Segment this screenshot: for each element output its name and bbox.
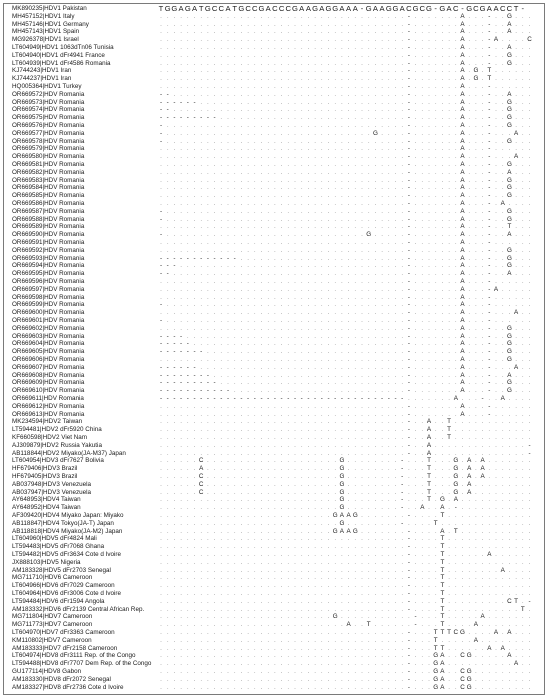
alignment-row: AM183333|HDV7 dFr2158 Cameroon . . . . . . . . . . . . . . . . . . . . . . . . . . . . . . . . . . . . . - . . . T T . . . . . . A . A . . . . (12, 644, 531, 652)
sequence-label: OR669601|HDV Romania (12, 317, 85, 324)
alignment-row: OR669588|HDV Romania - . . . . . . . . . . . . . . . . . . . . . . . . . . . . . . . . . . . . - . . . . . . . A . . . - . . G . . . (12, 215, 531, 223)
sequence-label: OR669603|HDV Romania (12, 332, 85, 340)
sequence-label: OR669596|HDV Romania (12, 278, 85, 285)
alignment-row: OR669611|HDV Romania - - - - - - - - - - - - - - - - - - - - - - - - - - - - - - - - - - - - - . . . . . . . A . . . - . . A . . . . (12, 395, 531, 402)
alignment-row: MG926378|HDV1 Israel . . . . . . . . . . . . . . . . . . . . . . . . . . . . . . . . . . . . . - . . . . . . . A . . . - A . . . . C (12, 36, 532, 44)
sequence-label: LT604974|HDV8 dFr3111 Rep. of the Congo (12, 652, 136, 660)
alignment-row: LT604964|HDV6 dFr3006 Cote d Ivoire . . . . . . . . . . . . . . . . . . . . . . . . . . . . . . . . . . . . . - . . . . T . . . . . . . . . . . . . (12, 590, 531, 597)
sequence-label: LT604970|HDV7 dFr3363 Cameroon (12, 629, 115, 636)
sequence-label: LT604940|HDV1 dFr4941 France (12, 51, 105, 59)
alignment-row: GU177114|HDV8 Gabon . . . . . . . . . . . . . . . . . . . . . . . . . . . . . . . . . . . . . - . . . G A . . C G . . . . . . . . . (12, 668, 531, 675)
sequence-label: AF309420|HDV4 Miyako Japan: Miyako (12, 512, 124, 519)
sequence-label: OR669604|HDV Romania (12, 340, 85, 348)
alignment-row: OR669591|HDV Romania . . . . . . . . . . . . . . . . . . . . . . . . . . . . . . . . . . . . . - . . . . . . . A . . . - . . . . . . (12, 239, 531, 246)
alignment-row: MG711710|HDV6 Cameroon . . . . . . . . . . . . . . . . . . . . . . . . . . . . . . . . . . . . . - . . . . T . . . . . . . . . . . . . (12, 574, 531, 582)
alignment-row: OR669601|HDV Romania - . . . . . . . . . . . . . . . . . . . . . . . . . . . . . . . . . . . . - . . . . . . . A . . . - . . . . . . (12, 317, 531, 324)
alignment-row: OR669589|HDV Romania . . . . . . . . . . . . . . . . . . . . . . . . . . . . . . . . . . . . . - . . . . . . . A . . . - . . T . . . (12, 223, 531, 231)
alignment-row: OR669608|HDV Romania - - - - - - - - . . . . . . . . . . . . . . . . . . . . . . . . . . . . . - . . . . . . . A . . . - . . A . . . (12, 371, 531, 379)
alignment-row: OR669605|HDV Romania - - - - - - - . . . . . . . . . . . . . . . . . . . . . . . . . . . . . . - . . . . . . . A . . . - . . G . . . (12, 348, 531, 356)
alignment-row: OR669595|HDV Romania - - . . . . . . . . . . . . . . . . . . . . . . . . . . . . . . . . . . . - . . . . . . . A . . . - . . A . . . (12, 270, 531, 278)
alignment-row: LT604966|HDV6 dFr7029 Cameroon . . . . . . . . . . . . . . . . . . . . . . . . . . . . . . . . . . . . . - . . . . T . . . . . . . . . . . . . (12, 582, 531, 590)
alignment-row: OR669581|HDV Romania . . . . . . . . . . . . . . . . . . . . . . . . . . . . . . . . . . . . . - . . . . . . . A . . . - . . G . . . (12, 161, 531, 168)
alignment-row: AY648952|HDV4 Taiwan . . . . . . . . . . . . . . . . . . . . . . . . . . . G . . . . . . . . - . . A . . A . - . . . . . . . . . . . (12, 504, 531, 512)
sequence-label: KJ744243|HDV1 Iran (12, 67, 72, 75)
sequence-label: OR669599|HDV Romania (12, 301, 85, 309)
sequence-label: MG926378|HDV1 Israel (12, 36, 79, 44)
alignment-row: LT594488|HDV8 dFr7707 Dem Rep. of the Congo . . . . . . . . . . . . . . . . . . . . . . . . . . . . . . . . . . . . . - . . . G A . . . . . . . . . . A . . (12, 660, 531, 668)
alignment-row: OR669579|HDV Romania . . . . . . . . . . . . . . . . . . . . . . . . . . . . . . . . . . . . . - . . . . . . . A . . . - . . . . . . (12, 145, 531, 153)
sequence-label: LT604949|HDV1 1063dTn06 Tunisia (12, 44, 114, 51)
sequence-label: OR669613|HDV Romania (12, 410, 85, 418)
sequence-label: KF660598|HDV2 Viet Nam (12, 434, 88, 441)
alignment-row: OR669602|HDV Romania . . . . . . . . . . . . . . . . . . . . . . . . . . . . . . . . . . . . . - . . . . . . . A . . . - . . G . . . (12, 324, 531, 332)
sequence-label: AM183328|HDV5 dFr2703 Senegal (12, 566, 111, 574)
sequence-label: OR669576|HDV Romania (12, 122, 85, 129)
sequence-label: OR669590|HDV Romania (12, 231, 85, 239)
sequence-label: OR669595|HDV Romania (12, 270, 85, 278)
alignment-row: AM183330|HDV8 dFr2072 Senegal . . . . . . . . . . . . . . . . . . . . . . . . . . . . . . . . . . . . . - . . . G A . . C G . . . . . . . . . (12, 675, 531, 683)
alignment-row: HF679405|HDV3 Brazil . . . . . . C . . . . . . . . . . . . . . . . . . . . G . . . . . . . . - . . . T . . . G . A . A . . . . . . . (12, 473, 531, 480)
sequence-label: OR669588|HDV Romania (12, 215, 85, 223)
alignment-row: AB037947|HDV3 Venezuela . . . . . . C . . . . . . . . . . . . . . . . . . . . G . . . . . . . . - . . . T . . . G . A . . . . . . . . . (12, 488, 531, 496)
alignment-row: AJ309879|HDV2 Russia Yakutia . . . . . . . . . . . . . . . . . . . . . . . . . . . . . . . . . . . . . - . . A . . . . . . . . . . . . . . - (12, 441, 531, 449)
sequence-label: OR669579|HDV Romania (12, 145, 85, 153)
alignment-row: OR669593|HDV Romania - - - - - - - - - - - - . . . . . . . . . . . . . . . . . . . . . . . . . - . . . . . . . A . . . - . . G . . . (12, 254, 531, 262)
sequence-label: AB118818|HDV4 Miyako(JA-M2) Japan (12, 527, 123, 535)
alignment-row: LT594481|HDV2 dFr5920 China . . . . . . . . . . . . . . . . . . . . . . . . . . . . . . . . . . . . . - . . A . . T . . . . . . . . . . . . (12, 426, 531, 434)
sequence-label: OR669575|HDV Romania (12, 114, 85, 122)
alignment-row: OR669604|HDV Romania - - - - - . . . . . . . . . . . . . . . . . . . . . . . . . . . . . . . . - . . . . . . . A . . . - . . G . . . (12, 340, 531, 348)
alignment-row: KJ744243|HDV1 Iran . . . . . . . . . . . . . . . . . . . . . . . . . . . . . . . . . . . . . - . . . . . . . A . G . T . . . . . . (12, 67, 531, 75)
sequence-label: OR669602|HDV Romania (12, 324, 85, 332)
alignment-row: MH457143|HDV1 Spain . . . . . . . . . . . . . . . . . . . . . . . . . . . . . . . . . . . . . - . . . . . . . A . . . - . . A . . . (12, 28, 531, 36)
alignment-row: KM110802|HDV7 Cameroon . . . . . . . . . . . . . . . . . . . . . . . . . . . . . . . . . . . . . - . . . T . . . . . A . . . . . . . . (12, 636, 531, 644)
alignment-row: LT604939|HDV1 dFr4586 Romania . . . . . . . . . . . . . . . . . . . . . . . . . . . . . . . . . . . . . - . . . . . . . A . . . - . . G . . . (12, 59, 531, 67)
sequence-label: OR669572|HDV Romania (12, 90, 85, 98)
alignment-row: JX888103|HDV5 Nigeria . . . . . . . . . . . . . . . . . . . . . . . . . . . . . . . . . . . . . - . . . . T . . . . . . . . . . . . . (12, 558, 531, 566)
sequence-label: AB037948|HDV3 Venezuela (12, 480, 92, 488)
alignment-row: OR669576|HDV Romania - . . . . . . . . . . . . . . . . . . . . . . . . . . . . . . . . . . . . - . . . . . . . A . . . - . . G . . . (12, 122, 531, 129)
alignment-row: OR669603|HDV Romania - - - - . . . . . . . . . . . . . . . . . . . . . . . . . . . . . . . . . - . . . . . . . A . . . - . . G . . . (12, 332, 531, 340)
alignment-row: LT604970|HDV7 dFr3363 Cameroon . . . . . . . . . . . . . . . . . . . . . . . . . . . . . . . . . . . . . - . . . T T T C G . . . . A . A . . . (12, 629, 531, 636)
sequence-label: OR669607|HDV Romania (12, 363, 85, 371)
alignment-row: OR669586|HDV Romania . . . . . . . . . . . . . . . . . . . . . . . . . . . . . . . . . . . . . - . . . . . . . A . . . - . A . . . . (12, 200, 531, 207)
alignment-row: OR669606|HDV Romania . . . . . . . . . . . . . . . . . . . . . . . . . . . . . . . . . . . . . - . . . . . . . A . . . - . . G . . . (12, 356, 531, 363)
sequence-label: LT604966|HDV6 dFr7029 Cameroon (12, 582, 115, 590)
sequence-label: MH457143|HDV1 Spain (12, 28, 80, 36)
sequence-label: OR669612|HDV Romania (12, 402, 85, 410)
sequence-label: AY648953|HDV4 Taiwan (12, 496, 81, 504)
alignment-row: MK234594|HDV2 Taiwan . . . . . . . . . . . . . . . . . . . . . . . . . . . . . . . . . . . . . - . . A . . T . . . . . . . . . . . . (12, 418, 531, 426)
sequence-label: HF679405|HDV3 Brazil (12, 473, 78, 480)
alignment-row: OR669610|HDV Romania - - - - - - - - - - - . . . . . . . . . . . . . . . . . . . . . . . . . . - . . . . . . . A . . . - . . G . . . (12, 387, 531, 395)
sequence-label: MH457146|HDV1 Germany (12, 20, 89, 28)
sequence-label: LT594482|HDV5 dFr3634 Cote d Ivoire (12, 551, 121, 558)
sequence-label: AM183330|HDV8 dFr2072 Senegal (12, 675, 111, 683)
sequence-label: OR669611|HDV Romania (12, 395, 84, 402)
alignment-row: OR669582|HDV Romania . . . . . . . . . . . . . . . . . . . . . . . . . . . . . . . . . . . . . - . . . . . . . A . . . - . . A . . . (12, 168, 531, 176)
alignment-row: AM183332|HDV6 dFr2139 Central African Rep. . . . . . . . . . . . . . . . . . . . . . . . . . . . . . . . . . . . . . - . . . . T . . . . . . . . . . . T . (12, 605, 531, 613)
sequence-label: LT594481|HDV2 dFr5920 China (12, 426, 102, 434)
sequence-label: MK234594|HDV2 Taiwan (12, 418, 83, 426)
alignment-row: OR669598|HDV Romania . . . . . . . . . . . . . . . . . . . . . . . . . . . . . . . . . . . . . - . . . . . . . A . . . - . . . . . . (12, 293, 531, 301)
alignment-row: OR669572|HDV Romania - - . . . . . . . . . . . . . . . . . . . . . . . . . . . . . . . . . . . - . . . . . . . A . . . - . . A . . . (12, 90, 531, 98)
sequence-label: MG711804|HDV7 Cameroon (12, 613, 93, 621)
alignment-row: OR669596|HDV Romania . . . . . . . . . . . . . . . . . . . . . . . . . . . . . . . . . . . . . - . . . . . . . A . . . - . . . . . . (12, 278, 531, 285)
alignment-row: AF309420|HDV4 Miyako Japan: Miyako . . . . . . . . . . . . . . . . . . . . . . . . . . G A A G . . . . . . . - . . . . T . . . . . . . . . . . . . (12, 512, 531, 519)
alignment-row: HF679406|HDV3 Brazil . . . . . . A . . . . . . . . . . . . . . . . . . . . G . . . . . . . . - . . . T . . . G . A . A . . . . . . . (12, 465, 531, 473)
sequence-label: AB118847|HDV4 Tokyo(JA-T) Japan (12, 519, 114, 527)
alignment-row: MH457152|HDV1 Italy . . . . . . . . . . . . . . . . . . . . . . . . . . . . . . . . . . . . . - . . . . . . . A . . . - . . G . . . (12, 12, 531, 20)
alignment-row: OR669600|HDV Romania . . . . . . . . . . . . . . . . . . . . . . . . . . . . . . . . . . . . . - . . . . . . . A . . . - . . . A . . (12, 309, 531, 317)
alignment-row: OR669585|HDV Romania . . . . . . . . . . . . . . . . . . . . . . . . . . . . . . . . . . . . . - . . . . . . . A . . . - . . G . . . (12, 192, 531, 200)
alignment-row: KF660598|HDV2 Viet Nam . . . . . . . . . . . . . . . . . . . . . . . . . . . . . . . . . . . . . - . . A . . T . . . . . . . . . . . . (12, 434, 531, 441)
alignment-row: OR669573|HDV Romania - - - - - - . . . . . . . . . . . . . . . . . . . . . . . . . . . . . . . - . . . . . . . A . . . - . . G . . . (12, 98, 531, 106)
sequence-label: OR669586|HDV Romania (12, 200, 85, 207)
alignment-row: MH457146|HDV1 Germany . . . . . . . . . . . . . . . . . . . . . . . . . . . . . . . . . . . . . - . . . . . . . A . . . - . . A . . . (12, 20, 531, 28)
sequence-label: AJ309879|HDV2 Russia Yakutia (12, 441, 102, 449)
sequence-label: AM183327|HDV8 dFr2736 Cote d Ivoire (12, 683, 124, 691)
sequence-label: LT604960|HDV5 dFr4824 Mali (12, 535, 97, 543)
alignment-row: OR669613|HDV Romania . . . . . . . . . . . . . . . . . . . . . . . . . . . . . . . . . . . . . - . . . . . . . A . . . - . . . . . . (12, 410, 531, 418)
alignment-row: HQ005364|HDV1 Turkey . . . . . . . . . . . . . . . . . . . . . . . . . . . . . . . . . . . . . - . . . . . . . A . . . - . . . . . . (12, 83, 531, 90)
alignment-row: OR669575|HDV Romania - - - - - - - - - . . . . . . . . . . . . . . . . . . . . . . . . . . . . - . . . . . . . A . . . - . . G . . . (12, 114, 531, 122)
alignment-row: OR669574|HDV Romania - - . . . . . . . . . . . . . . . . . . . . . . . . . . . . . . . . . . . - . . . . . . . A . . . - . . G . . . (12, 106, 531, 114)
alignment-row: OR669609|HDV Romania - - - - - - - - - . . . . . . . . . . . . . . . . . . . . . . . . . . . . - . . . . . . . A . . . - . . G . . . (12, 379, 531, 387)
alignment-row: OR669587|HDV Romania - . . . . . . . . . . . . . . . . . . . . . . . . . . . . . . . . . . . . - . . . . . . . A . . . - . . G . . . (12, 207, 531, 215)
alignment-row: OR669612|HDV Romania . . . . . . . . . . . . . . . . . . . . . . . . . . . . . . . . . . . . . - . . . . . . . A . . . - . . . . . . (12, 402, 531, 410)
alignment-row: AM183328|HDV5 dFr2703 Senegal . . . . . . . . . . . . . . . . . . . . . . . . . . . . . . . . . . . . . - . . . . T . . . . . . . . A . . . . (12, 566, 531, 574)
alignment-row: OR669578|HDV Romania - . . . . . . . . . . . . . . . . . . . . . . . . . . . . . . . . . . . . - . . . . . . . A . . . - . . G . . . (12, 137, 531, 145)
sequence-label: OR669583|HDV Romania (12, 176, 85, 184)
sequence-label: KM110802|HDV7 Cameroon (12, 636, 92, 644)
alignment-row: OR669599|HDV Romania - . . . . . . . . . . . . . . . . . . . . . . . . . . . . . . . . . . . . - . . . . . . . A . . . - . . . . . . (12, 301, 531, 309)
sequence-label: AB118844|HDV2 Miyako(JA-M37) Japan (12, 449, 126, 457)
sequence-label: OR669592|HDV Romania (12, 246, 85, 254)
sequence-label: OR669585|HDV Romania (12, 192, 85, 200)
sequence-label: OR669587|HDV Romania (12, 207, 85, 215)
alignment-rows (4, 4, 544, 694)
alignment-row: OR669590|HDV Romania - . . . . . . . . . . . . . . . . . . . . . . . . . . . . . . G . . . . . - . . . . . . . A . . . - . . A . . . (12, 231, 531, 239)
alignment-figure (3, 3, 545, 695)
sequence-label: OR669600|HDV Romania (12, 309, 85, 317)
sequence-label: OR669577|HDV Romania (12, 129, 85, 137)
sequence-label: OR669581|HDV Romania (12, 161, 85, 168)
sequence-label: OR669605|HDV Romania (12, 348, 85, 356)
alignment-row: MG711773|HDV7 Cameroon . . . . . . . . . . . . . . . . . . . . . . . . . . . . A . . T . . . . . . - . . . T . . . . A . . . . . . . . (12, 621, 531, 629)
sequence-label: AM183333|HDV7 dFr2158 Cameroon (12, 644, 118, 652)
sequence-label: OR669589|HDV Romania (12, 223, 85, 231)
alignment-row: OR669584|HDV Romania . . . . . . . . . . . . . . . . . . . . . . . . . . . . . . . . . . . . . - . . . . . . . A . . . - . . G . . . (12, 184, 531, 192)
sequence-label: OR669578|HDV Romania (12, 137, 85, 145)
alignment-row: LT604974|HDV8 dFr3111 Rep. of the Congo . . . . . . . . . . . . . . . . . . . . . . . . . . . . . . . . . . . . . - . . . G A . . C G . . . . . A . . . (12, 652, 531, 660)
reference-row: MK890235|HDV1 Pakistan T G G A G A T G C C A T G C C G A C C C G A A G A G G A A A - G A A G G A C G C G - G A C - G C G A A C C T - (12, 4, 525, 13)
sequence-label: OR669594|HDV Romania (12, 262, 85, 270)
alignment-row: OR669592|HDV Romania . . . . . . . . . . . . . . . . . . . . . . . . . . . . . . . . . . . . . - . . . . . . . A . . . - . . G . . . (12, 246, 531, 254)
sequence-label: HF679406|HDV3 Brazil (12, 465, 78, 473)
sequence-label: OR669591|HDV Romania (12, 239, 85, 246)
sequence-label: HQ005364|HDV1 Turkey (12, 83, 82, 90)
sequence-label: OR669574|HDV Romania (12, 106, 85, 114)
sequence-label: LT594488|HDV8 dFr7707 Dem Rep. of the Congo (12, 660, 152, 668)
sequence-label: MH457152|HDV1 Italy (12, 12, 75, 20)
sequence-label: OR669584|HDV Romania (12, 184, 85, 192)
sequence-label: LT594483|HDV5 dFr7068 Ghana (12, 543, 105, 551)
alignment-row: AB118847|HDV4 Tokyo(JA-T) Japan . . . . . . . . . . . . . . . . . . . . . . . . . . . G . . . . . . . . - . . . . T . . . . . . . . . . . . . . (12, 519, 531, 527)
sequence-label: LT604954|HDV3 dFr7627 Bolivia (12, 457, 104, 465)
alignment-row: LT604949|HDV1 1063dTn06 Tunisia . . . . . . . . . . . . . . . . . . . . . . . . . . . . . . . . . . . . . - . . . . . . . A . . . - . . A . . . (12, 44, 531, 51)
alignment-row: LT594483|HDV5 dFr7068 Ghana . . . . . . . . . . . . . . . . . . . . . . . . . . . . . . . . . . . . . - . . . . T . . . . . . . . . . . . . (12, 543, 531, 551)
sequence-label: MK890235|HDV1 Pakistan (12, 5, 87, 12)
sequence-label: AB037947|HDV3 Venezuela (12, 488, 92, 496)
sequence-label: JX888103|HDV5 Nigeria (12, 558, 81, 566)
sequence-label: OR669606|HDV Romania (12, 356, 85, 363)
alignment-row: OR669577|HDV Romania - . . . . . . . . . . . . . . . . . . . . . . . . . . . . . . . G . . . . - . . . . . . . A . . . - . . . A . . (12, 129, 531, 137)
alignment-row: OR669597|HDV Romania . . . . . . . . . . . . . . . . . . . . . . . . . . . . . . . . . . . . . - . . . . . . . A . . . - A . . . . . (12, 285, 531, 293)
sequence-label: LT594484|HDV6 dFr1594 Angola (12, 597, 105, 605)
alignment-row: LT604954|HDV3 dFr7627 Bolivia . . . . . . C . . . . . . . . . . . . . . . . . . . . G . . . . . . . . - . . . T . . . G . A . A . . . . . . . (12, 457, 531, 465)
alignment-row: AY648953|HDV4 Taiwan . . . . . . . . . . . . . . . . . . . . . . . . . . . G . . . . . . . . - . . . T . G . A . . . . . . . . . . . (12, 496, 531, 504)
sequence-label: OR669597|HDV Romania (12, 285, 85, 293)
sequence-label: OR669593|HDV Romania (12, 254, 85, 262)
alignment-row: MG711804|HDV7 Cameroon . . . . . . . . . . . . . . . . . . . . . . . . . . G . . . . . . . . . . . - . . . T . . . . . A . . . . . . . (12, 613, 531, 621)
alignment-row: OR669583|HDV Romania . . . . . . . . . . . . . . . . . . . . . . . . . . . . . . . . . . . . . - . . . . . . . A . . . - . . G . . . (12, 176, 531, 184)
sequence-label: OR669610|HDV Romania (12, 387, 85, 395)
alignment-row: LT594484|HDV6 dFr1594 Angola . . . . . . . . . . . . . . . . . . . . . . . . . . . . . . . . . . . . . - . . . . T . . . . . . . . . C T . - (12, 597, 531, 605)
sequence-label: OR669582|HDV Romania (12, 168, 85, 176)
sequence-label: OR669608|HDV Romania (12, 371, 85, 379)
sequence-label: AY648952|HDV4 Taiwan (12, 504, 81, 512)
alignment-row: KJ744237|HDV1 Iran . . . . . . . . . . . . . . . . . . . . . . . . . . . . . . . . . . . . . - . . . . . . . A . G . T . . . . . . (12, 75, 531, 83)
alignment-row: OR669607|HDV Romania - - - - - - . . . . . . . . . . . . . . . . . . . . . . . . . . . . . . . - . . . . . . . A . . . - . . . A . . (12, 363, 531, 371)
sequence-label: OR669598|HDV Romania (12, 293, 85, 301)
sequence-label: MG711710|HDV6 Cameroon (12, 574, 93, 582)
sequence-label: OR669580|HDV Romania (12, 153, 85, 161)
alignment-row: OR669580|HDV Romania . . . . . . . . . . . . . . . . . . . . . . . . . . . . . . . . . . . . . - . . . . . . . A . . . - . . . A . . (12, 153, 531, 161)
sequence-label: AM183332|HDV6 dFr2139 Central African Rep. (12, 605, 145, 613)
alignment-row: AB037948|HDV3 Venezuela . . . . . . C . . . . . . . . . . . . . . . . . . . . G . . . . . . . . - . . . T . . . G . A . . . . . . . . . (12, 480, 531, 488)
alignment-row: LT604960|HDV5 dFr4824 Mali . . . . . . . . . . . . . . . . . . . . . . . . . . . . . . . . . . . . . - . . . . T . . . . . . . . . . . . . (12, 535, 531, 543)
sequence-label: KJ744237|HDV1 Iran (12, 75, 72, 83)
alignment-row: AB118818|HDV4 Miyako(JA-M2) Japan . . . . . . . . . . . . . . . . . . . . . . . . . . G A A G . . . . . . . - . . . . A . T . . . . . . . . . . . (12, 527, 531, 535)
alignment-row: AM183327|HDV8 dFr2736 Cote d Ivoire . . . . . . . . . . . . . . . . . . . . . . . . . . . . . . . . . . . . . - . . . G A . . C G . . . . . . . . . (12, 683, 531, 691)
sequence-label: LT604964|HDV6 dFr3006 Cote d Ivoire (12, 590, 121, 597)
alignment-row: AB118844|HDV2 Miyako(JA-M37) Japan . . . . . . . . . . . . . . . . . . . . . . . . . . . . . . . . . . . . . - . . A . . . . . . . . . . . . . . - (12, 449, 531, 457)
sequence-label: LT604939|HDV1 dFr4586 Romania (12, 59, 111, 67)
alignment-row: LT594482|HDV5 dFr3634 Cote d Ivoire . . . . . . . . . . . . . . . . . . . . . . . . . . . . . . . . . . . . . - . . . . T . . . . . . A . . . . . . (12, 551, 531, 558)
sequence-label: OR669573|HDV Romania (12, 98, 85, 106)
sequence-label: OR669609|HDV Romania (12, 379, 85, 387)
alignment-row: OR669594|HDV Romania - - - . . . . . . . . . . . . . . . . . . . . . . . . . . . . . . . . . . - . . . . . . . A . . . - . . G . . . (12, 262, 531, 270)
alignment-row: LT604940|HDV1 dFr4941 France . . . . . . . . . . . . . . . . . . . . . . . . . . . . . . . . . . . . . - . . . . . . . A . . . - . . G . . . (12, 51, 531, 59)
sequence-label: MG711773|HDV7 Cameroon (12, 621, 93, 629)
sequence-label: GU177114|HDV8 Gabon (12, 668, 82, 675)
